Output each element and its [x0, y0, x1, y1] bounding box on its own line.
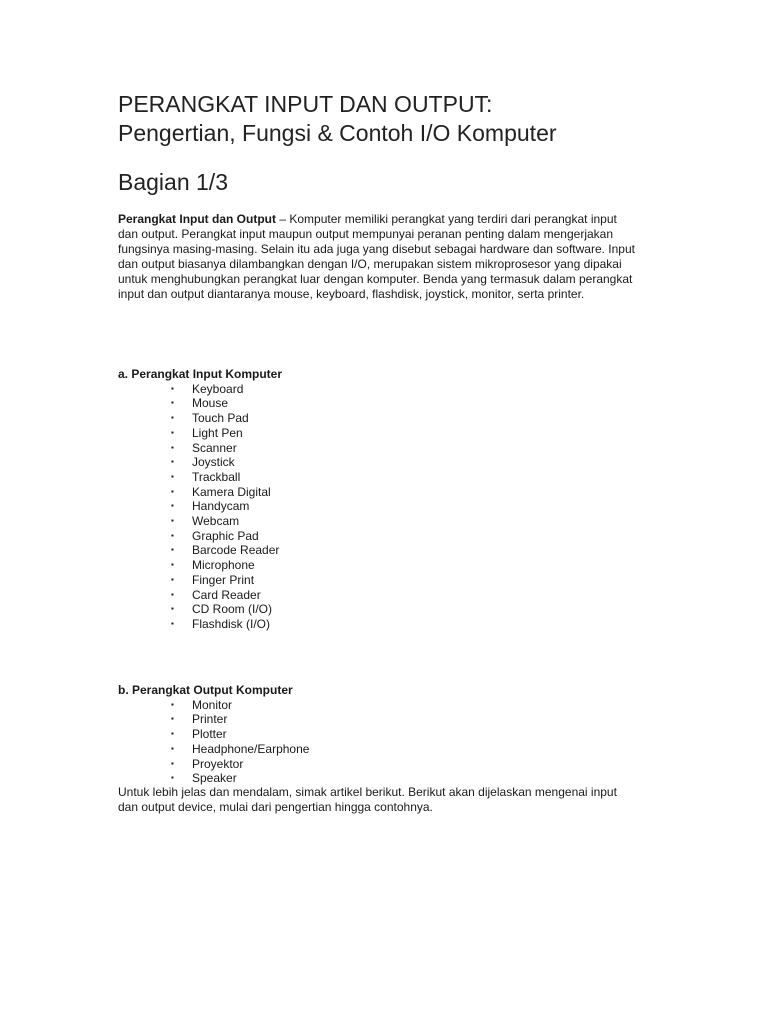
output-devices-list — [118, 698, 638, 786]
list-item-label: CD Room (I/O) — [192, 602, 273, 617]
square-bullet-icon: ▪ — [171, 560, 174, 570]
section-heading: Bagian 1/3 — [118, 169, 228, 195]
square-bullet-icon: ▪ — [171, 530, 174, 540]
input-devices-heading: a. Perangkat Input Komputer — [118, 367, 283, 381]
intro-text: – Komputer memiliki perangkat yang terdiri dari perangkat input dan output. Perangkat input maupun output mempunyai peranan penting dalam mengerjakan fungsinya masing-masing. Selain itu ada juga yang disebut sebagai hardware dan software. Input dan output biasanya dilambangkan dengan I/O, merupakan sistem mikroprosesor yang dipakai untuk menghubungkan perangkat luar dengan komputer. Benda yang termasuk dalam perangkat input dan output diantaranya mouse, keyboard, flashdisk, joystick, monitor, serta printer. — [118, 212, 635, 301]
square-bullet-icon: ▪ — [171, 442, 174, 452]
square-bullet-icon: ▪ — [171, 618, 174, 628]
square-bullet-icon: ▪ — [171, 699, 174, 709]
square-bullet-icon: ▪ — [171, 604, 174, 614]
list-item — [118, 382, 638, 397]
intro-paragraph — [118, 212, 638, 302]
list-item — [118, 742, 638, 757]
output-devices-section — [118, 683, 638, 786]
title-line-2: Pengertian, Fungsi & Contoh I/O Komputer — [118, 120, 557, 146]
square-bullet-icon: ▪ — [171, 457, 174, 467]
square-bullet-icon: ▪ — [171, 545, 174, 555]
square-bullet-icon: ▪ — [171, 773, 174, 783]
list-item — [118, 573, 638, 588]
list-item-label: Printer — [192, 712, 228, 727]
list-item — [118, 441, 638, 456]
list-item — [118, 757, 638, 772]
list-item — [118, 426, 638, 441]
list-item — [118, 617, 638, 632]
list-item-label: Proyektor — [192, 756, 244, 771]
list-item-label: Card Reader — [192, 587, 261, 602]
list-item-label: Handycam — [192, 499, 250, 514]
square-bullet-icon: ▪ — [171, 413, 174, 423]
square-bullet-icon: ▪ — [171, 427, 174, 437]
square-bullet-icon: ▪ — [171, 743, 174, 753]
square-bullet-icon: ▪ — [171, 758, 174, 768]
list-item — [118, 514, 638, 529]
output-devices-heading: b. Perangkat Output Komputer — [118, 683, 293, 697]
list-item-label: Headphone/Earphone — [192, 741, 310, 756]
square-bullet-icon: ▪ — [171, 729, 174, 739]
list-item — [118, 771, 638, 786]
intro-bold-term: Perangkat Input dan Output — [118, 212, 276, 226]
square-bullet-icon: ▪ — [171, 589, 174, 599]
list-item-label: Plotter — [192, 727, 227, 742]
list-item — [118, 396, 638, 411]
list-item — [118, 698, 638, 713]
input-devices-section — [118, 367, 638, 632]
list-item-label: Webcam — [192, 514, 240, 529]
list-item-label: Joystick — [192, 455, 235, 470]
list-item-label: Barcode Reader — [192, 543, 280, 558]
square-bullet-icon: ▪ — [171, 516, 174, 526]
square-bullet-icon: ▪ — [171, 574, 174, 584]
square-bullet-icon: ▪ — [171, 486, 174, 496]
list-item — [118, 712, 638, 727]
list-item-label: Trackball — [192, 469, 241, 484]
list-item — [118, 485, 638, 500]
list-item — [118, 588, 638, 603]
list-item-label: Flashdisk (I/O) — [192, 616, 271, 631]
closing-paragraph: Untuk lebih jelas dan mendalam, simak artikel berikut. Berikut akan dijelaskan mengenai input dan output device, mulai dari pengertian hingga contohnya. — [118, 785, 617, 814]
title-line-1: PERANGKAT INPUT DAN OUTPUT: — [118, 91, 493, 117]
list-item — [118, 529, 638, 544]
list-item-label: Keyboard — [192, 381, 244, 396]
list-item-label: Mouse — [192, 396, 229, 411]
list-item — [118, 543, 638, 558]
input-devices-list — [118, 382, 638, 632]
list-item — [118, 470, 638, 485]
list-item-label: Speaker — [192, 771, 237, 786]
square-bullet-icon: ▪ — [171, 383, 174, 393]
list-item-label: Kamera Digital — [192, 484, 271, 499]
list-item — [118, 455, 638, 470]
list-item — [118, 499, 638, 514]
list-item-label: Finger Print — [192, 572, 255, 587]
square-bullet-icon: ▪ — [171, 714, 174, 724]
list-item-label: Monitor — [192, 697, 233, 712]
square-bullet-icon: ▪ — [171, 501, 174, 511]
list-item-label: Microphone — [192, 558, 255, 573]
list-item-label: Graphic Pad — [192, 528, 259, 543]
document-title — [118, 90, 678, 148]
list-item-label: Scanner — [192, 440, 237, 455]
list-item-label: Light Pen — [192, 425, 243, 440]
list-item — [118, 727, 638, 742]
list-item — [118, 411, 638, 426]
square-bullet-icon: ▪ — [171, 471, 174, 481]
square-bullet-icon: ▪ — [171, 398, 174, 408]
list-item — [118, 602, 638, 617]
list-item — [118, 558, 638, 573]
list-item-label: Touch Pad — [192, 411, 249, 426]
